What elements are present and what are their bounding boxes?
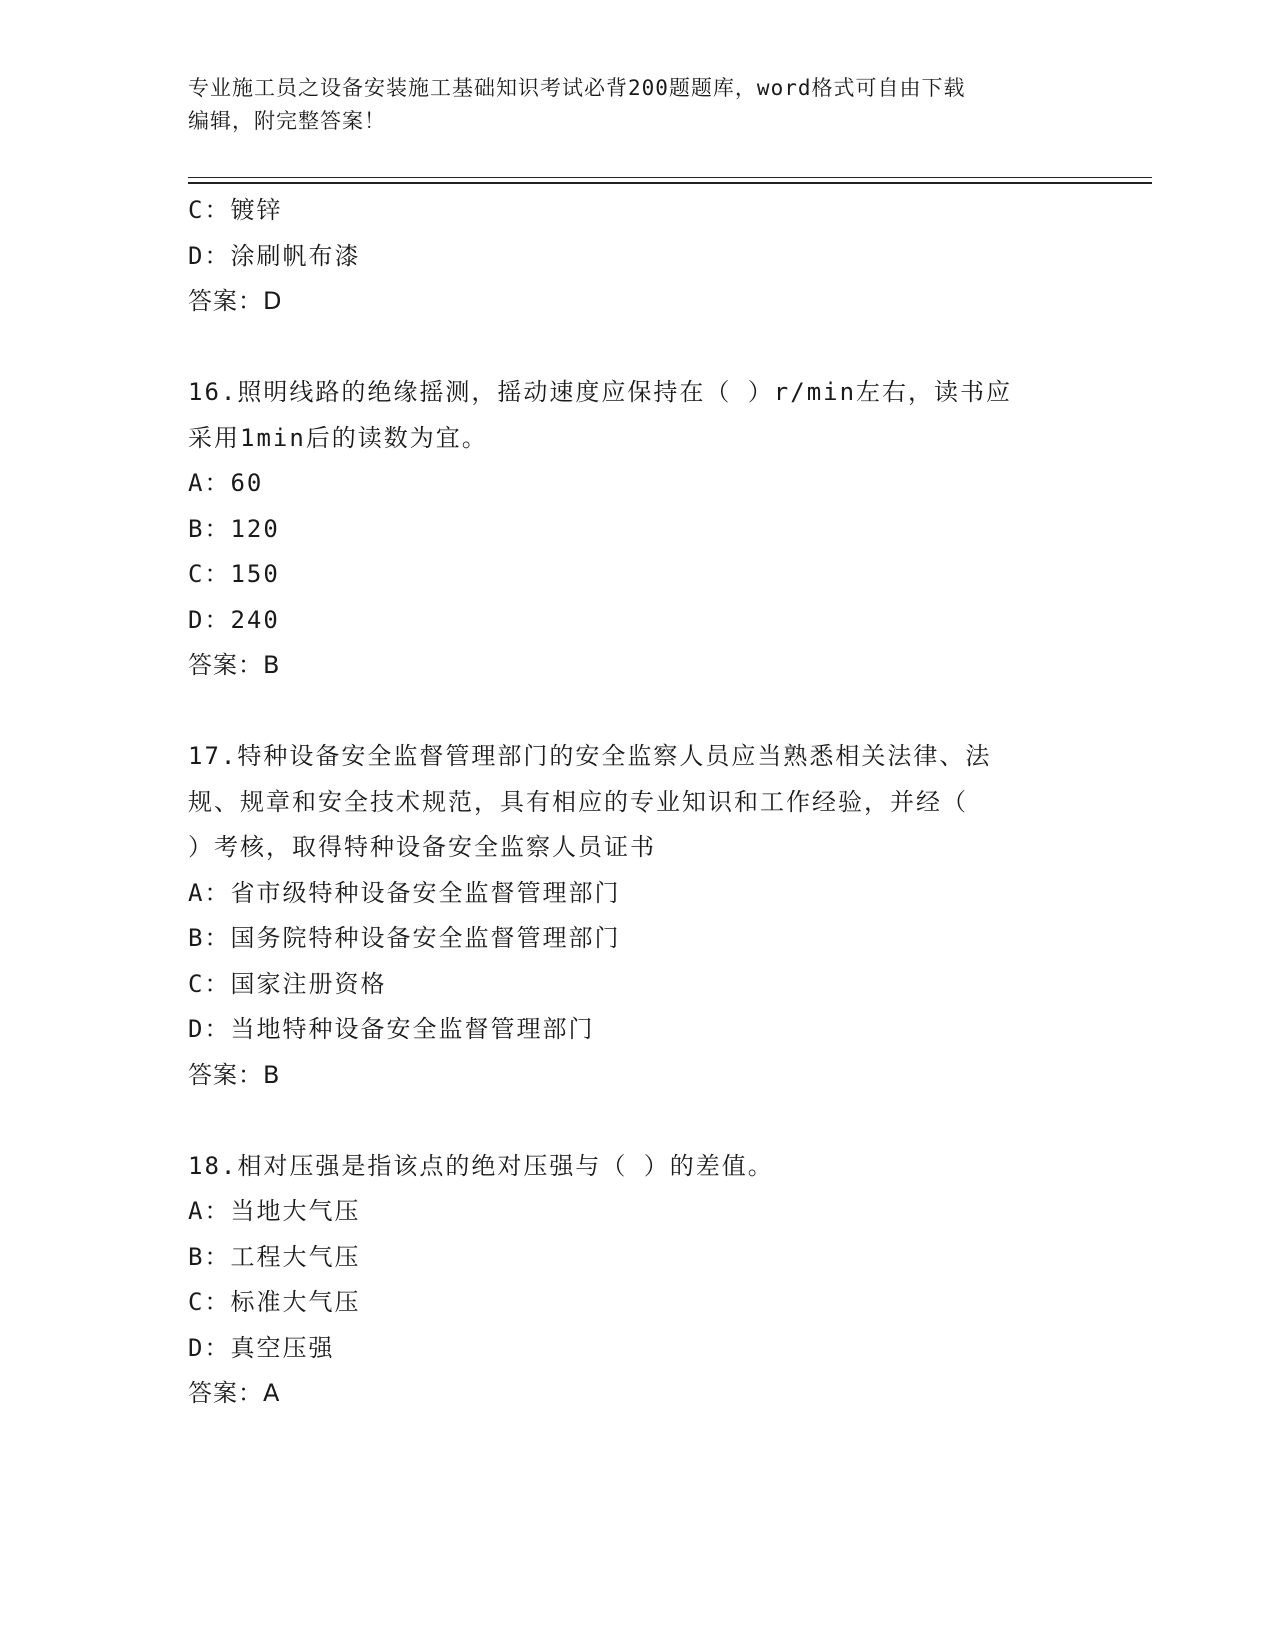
option-c: C：镀锌 (188, 196, 283, 224)
document-header (188, 72, 1068, 138)
option-d: D：真空压强 (188, 1333, 335, 1362)
answer: 答案：B (188, 1060, 281, 1089)
option-a: A：60 (188, 469, 264, 497)
option-d: D：240 (188, 605, 280, 634)
answer: 答案：A (188, 1379, 281, 1407)
question-stem-line: 18.相对压强是指该点的绝对压强与（ ）的差值。 (188, 1151, 774, 1180)
spacer (188, 325, 1088, 371)
question-stem-line: 16.照明线路的绝缘摇测，摇动速度应保持在（ ）r/min左右，读书应 (188, 378, 1013, 406)
option-c: C：150 (188, 560, 280, 588)
question-stem-line: 17.特种设备安全监督管理部门的安全监察人员应当熟悉相关法律、法 (188, 742, 992, 770)
option-c: C：国家注册资格 (188, 969, 387, 998)
question-stem-line: ）考核，取得特种设备安全监察人员证书 (188, 833, 656, 861)
spacer (188, 689, 1088, 735)
header-divider-thick (188, 182, 1152, 184)
question-list (188, 188, 1088, 1417)
option-b: B：120 (188, 514, 280, 543)
option-a: A：省市级特种设备安全监督管理部门 (188, 878, 621, 907)
question-17 (188, 734, 1088, 1098)
option-c: C：标准大气压 (188, 1288, 361, 1316)
question-18 (188, 1144, 1088, 1417)
question-16 (188, 370, 1088, 689)
option-b: B：国务院特种设备安全监督管理部门 (188, 924, 621, 952)
option-d: D：涂刷帆布漆 (188, 241, 361, 270)
question-stem-line: 规、规章和安全技术规范，具有相应的专业知识和工作经验，并经（ (188, 787, 968, 816)
answer: 答案：B (188, 651, 281, 679)
header-line-2: 编辑，附完整答案！ (188, 109, 386, 133)
answer: 答案：D (188, 287, 283, 315)
header-line-1: 专业施工员之设备安装施工基础知识考试必背200题题库，word格式可自由下载 (188, 76, 966, 100)
question-15 (188, 188, 1088, 325)
option-b: B：工程大气压 (188, 1242, 361, 1271)
option-a: A：当地大气压 (188, 1197, 361, 1225)
spacer (188, 1098, 1088, 1144)
header-divider-thin (188, 177, 1152, 178)
question-stem-line: 采用1min后的读数为宜。 (188, 423, 488, 452)
option-d: D：当地特种设备安全监督管理部门 (188, 1015, 595, 1043)
